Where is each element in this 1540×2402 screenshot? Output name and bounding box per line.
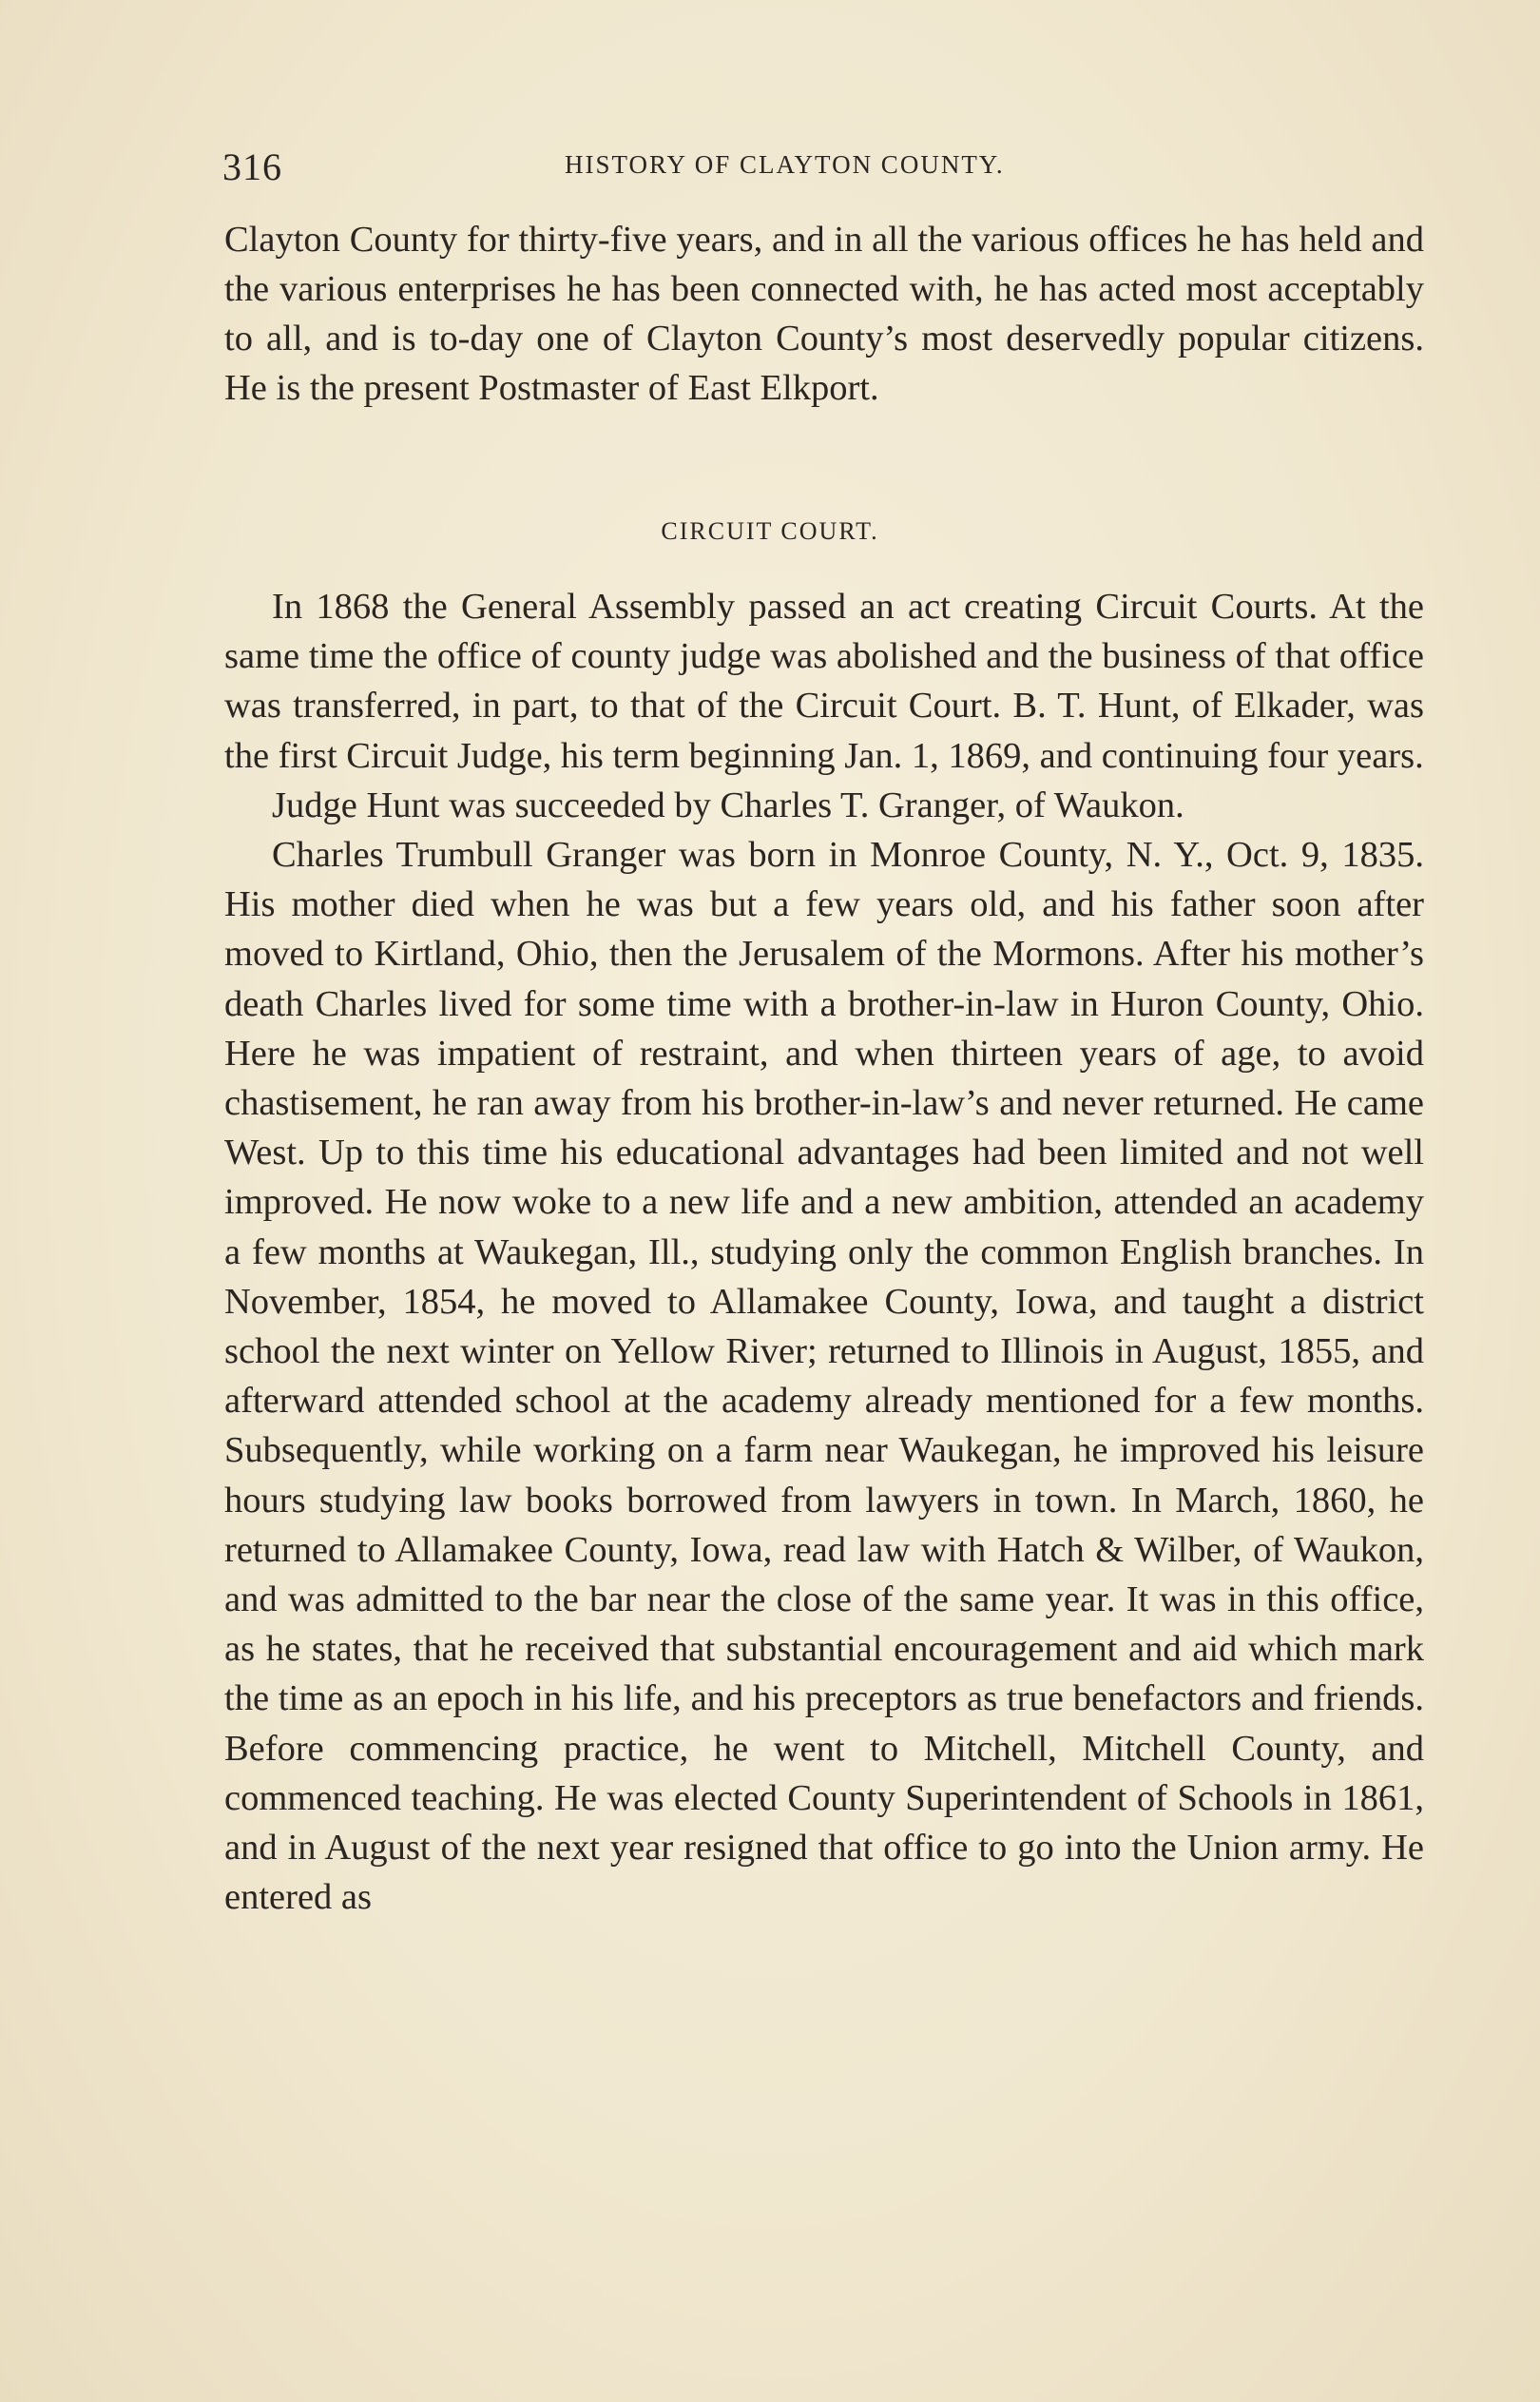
page-number: 316 <box>222 145 282 188</box>
running-head: HISTORY OF CLAYTON COUNTY. <box>565 150 1005 179</box>
section-heading: CIRCUIT COURT. <box>661 517 879 545</box>
paragraph-1: In 1868 the General Assembly passed an act creating Circuit Courts. At the same time the office of county judge was abolished and the business of that office was transferred, in part, to that of the Circuit Court. B. T. Hunt, of Elkader, was the first Circuit Judge, his term beginning Jan. 1, 1869, and continuing four years. <box>224 587 1424 776</box>
continuation-text <box>224 215 1424 413</box>
paragraph-2: Judge Hunt was succeeded by Charles T. Granger, of Waukon. <box>272 785 1184 825</box>
paragraph-3: Charles Trumbull Granger was born in Monroe County, N. Y., Oct. 9, 1835. His mother died when he was but a few years old, and his father soon after moved to Kirtland, Ohio, then the Jerusalem of the Mormons. After his mother’s death Charles lived for some time with a brother-in-law in Huron County, Ohio. Here he was impatient of restraint, and when thirteen years of age, to avoid chastisement, he ran away from his brother-in-law’s and never returned. He came West. Up to this time his educational advantages had been limited and not well improved. He now woke to a new life and a new ambition, attended an academy a few months at Waukegan, Ill., studying only the common English branches. In November, 1854, he moved to Allamakee County, Iowa, and taught a district school the next winter on Yellow River; returned to Illinois in August, 1855, and afterward attended school at the academy already mentioned for a few months. Subsequently, while working on a farm near Waukegan, he improved his leisure hours studying law books borrowed from lawyers in town. In March, 1860, he returned to Allamakee County, Iowa, read law with Hatch & Wilber, of Waukon, and was admitted to the bar near the close of the same year. It was in this office, as he states, that he received that substantial encouragement and aid which mark the time as an epoch in his life, and his preceptors as true benefactors and friends. Before commencing practice, he went to Mitchell, Mitchell County, and commenced teaching. He was elected County Superintendent of Schools in 1861, and in August of the next year resigned that office to go into the Union army. He entered as <box>224 835 1424 1918</box>
page-header <box>222 141 1420 194</box>
circuit-court-text <box>224 582 1424 1922</box>
continuation-paragraph: Clayton County for thirty-five years, and in all the various offices he has held and the various enterprises he has been connected with, he has acted most acceptably to all, and is to-day one of Clayton County’s most deservedly popular citizens. He is the present Postmaster of East Elkport. <box>224 220 1424 408</box>
